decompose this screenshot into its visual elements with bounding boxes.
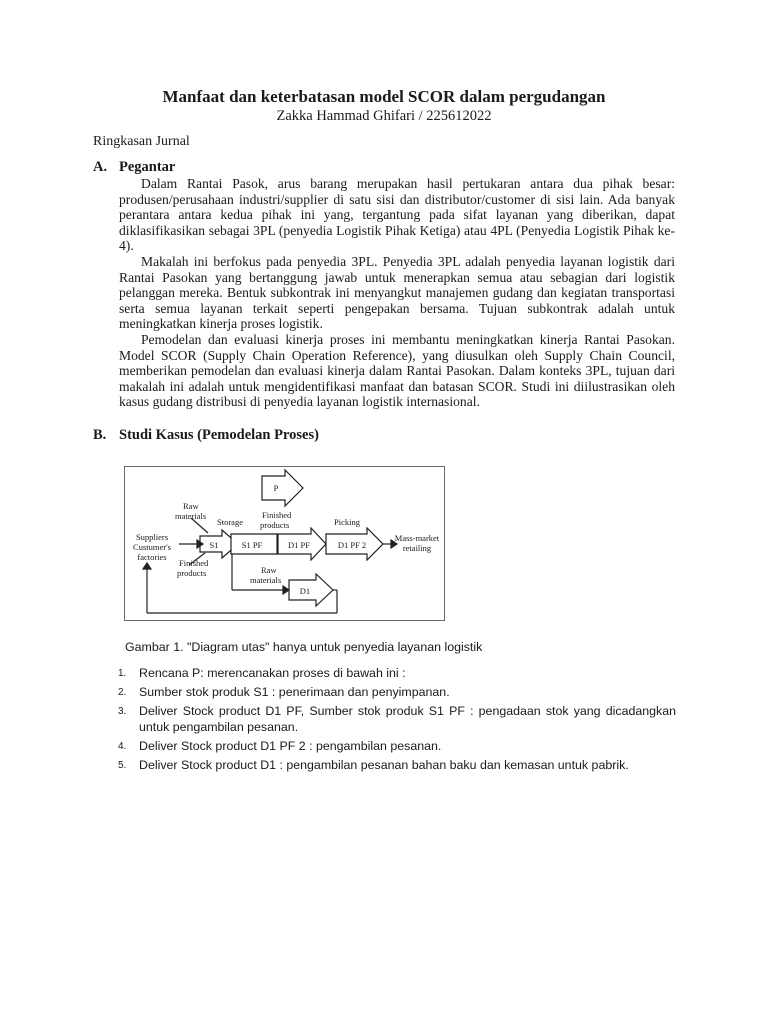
list-number: 5. xyxy=(118,760,127,771)
storage-label: Storage xyxy=(217,517,243,527)
finished-products-label: Finished xyxy=(179,558,209,568)
thread-diagram-figure xyxy=(124,466,445,621)
section-a-letter: A. xyxy=(93,159,108,175)
d1-arrow xyxy=(289,574,333,606)
list-number: 3. xyxy=(118,706,127,717)
raw-materials-label: materials xyxy=(175,511,207,521)
list-item xyxy=(118,738,676,754)
paragraph: Dalam Rantai Pasok, arus barang merupakan hasil pertukaran antara dua pihak besar: produsen/perusahaan industri/supplier di satu sisi dan distributor/customer di sisi lain. Ada banyak perantara antara kedua pihak ini yang, tergantung pada sifat layanan yang diberikan, dapat diklasifikasikan sebagai 3PL (penyedia Logistik Pihak Ketiga) atau 4PL (Penyedia Logistik Pihak ke-4). xyxy=(119,176,675,254)
finished-products-label: products xyxy=(177,568,207,578)
finished-products-label: products xyxy=(260,520,290,530)
mass-market-label: Mass-market xyxy=(394,533,440,543)
raw-materials-label: Raw xyxy=(261,565,277,575)
list-number: 2. xyxy=(118,687,127,698)
paragraph: Makalah ini berfokus pada penyedia 3PL. Penyedia 3PL adalah penyedia layanan logistik dari Rantai Pasokan yang bertanggung jawab untuk menerapkan semua atau sebagian dari logistik pelanggan mereka. Bentuk subkontrak ini menyangkut manajemen gudang dan kegiatan transportasi serta semua layanan terkait seperti pengepakan bersama. Tujuan subkontrak adalah untuk meningkatkan kinerja proses logistik. xyxy=(119,254,675,332)
list-text: Deliver Stock product D1 : pengambilan pesanan bahan baku dan kemasan untuk pabrik. xyxy=(139,758,629,772)
step-list xyxy=(118,665,676,776)
list-item xyxy=(118,684,676,700)
author-line: Zakka Hammad Ghifari / 225612022 xyxy=(276,108,492,124)
p-label: P xyxy=(273,483,279,493)
thread-diagram xyxy=(125,467,444,620)
paragraph: Pemodelan dan evaluasi kinerja proses ini membantu meningkatkan kinerja Rantai Pasokan. Model SCOR (Supply Chain Operation Reference), yang diusulkan oleh Supply Chain Council, memberikan pemodelan dan evaluasi kinerja dalam Rantai Pasokan. Dalam konteks 3PL, tujuan dari makalah ini adalah untuk mengidentifikasi manfaat dan batasan SCOR. Studi ini diilustrasikan oleh kasus gudang distribusi di penyedia layanan logistik internasional. xyxy=(119,332,675,410)
section-a-title: Pegantar xyxy=(119,159,176,175)
list-text: Rencana P: merencanakan proses di bawah ini : xyxy=(139,666,406,680)
list-item xyxy=(118,757,676,773)
raw-materials-label: materials xyxy=(250,575,282,585)
figure-caption: Gambar 1. "Diagram utas" hanya untuk penyedia layanan logistik xyxy=(125,640,483,654)
list-item xyxy=(118,665,676,681)
list-number: 4. xyxy=(118,741,127,752)
list-item xyxy=(118,703,676,735)
finished-products-label: Finished xyxy=(262,510,292,520)
list-text: Deliver Stock product D1 PF 2 : pengambilan pesanan. xyxy=(139,739,442,753)
document-title: Manfaat dan keterbatasan model SCOR dalam pergudangan xyxy=(162,87,606,106)
list-number: 1. xyxy=(118,668,127,679)
raw-materials-label: Raw xyxy=(183,501,199,511)
summary-label: Ringkasan Jurnal xyxy=(93,134,190,149)
section-b-title: Studi Kasus (Pemodelan Proses) xyxy=(119,427,319,443)
suppliers-label: factories xyxy=(137,552,167,562)
d1pf2-label: D1 PF 2 xyxy=(337,540,367,550)
list-text: Sumber stok produk S1 : penerimaan dan penyimpanan. xyxy=(139,685,450,699)
mass-market-label: retailing xyxy=(402,543,432,553)
suppliers-label: Custumer's xyxy=(133,542,171,552)
suppliers-label: Suppliers xyxy=(135,532,169,542)
list-text: Deliver Stock product D1 PF, Sumber stok produk S1 PF : pengadaan stok yang dicadangkan untuk pengambilan pesanan. xyxy=(139,704,676,734)
s1pf-label: S1 PF xyxy=(241,540,263,550)
s1-label: S1 xyxy=(209,540,219,550)
d1-label: D1 xyxy=(299,586,311,596)
p-arrow xyxy=(262,470,303,506)
section-b-letter: B. xyxy=(93,427,107,443)
d1pf-label: D1 PF xyxy=(288,540,310,550)
picking-label: Picking xyxy=(334,517,360,527)
